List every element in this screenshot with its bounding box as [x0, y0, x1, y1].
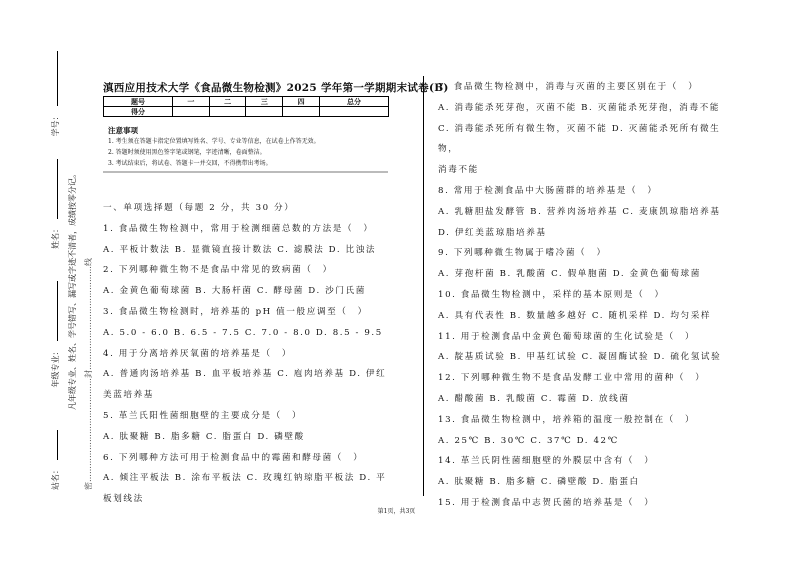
question-line: 12. 下列哪种微生物不是食品发酵工业中常用的菌种（ ）: [438, 373, 706, 384]
question-line: A. 肽聚糖 B. 脂多糖 C. 脂蛋白 D. 磷壁酸: [103, 431, 305, 442]
question-line: 1. 食品微生物检测中，常用于检测细菌总数的方法是（ ）: [103, 223, 374, 234]
question-line: 13. 食品微生物检测中，培养箱的温度一般控制在（ ）: [438, 414, 696, 425]
exam-title: 滇西应用技术大学《食品微生物检测》2025 学年第一学期期末试卷(B): [103, 82, 449, 94]
note-item: 1. 考生须在答题卡指定位置填写姓名、学号、专业等信息，在试卷上作答无效。: [108, 138, 320, 145]
separator: [103, 171, 388, 173]
question-line: A. 倾注平板法 B. 涂布平板法 C. 玫瑰红钠琼脂平板法 D. 平: [103, 473, 387, 484]
score-cell[interactable]: [172, 107, 209, 117]
question-line: A. 普通肉汤培养基 B. 血平板培养基 C. 庖肉培养基 D. 伊红: [103, 369, 387, 380]
question-line: C. 消毒能杀死所有微生物，灭菌不能 D. 灭菌能杀死所有微生物，: [438, 123, 721, 155]
question-line: 3. 食品微生物检测时，培养基的 pH 值一般应调至（ ）: [103, 306, 368, 317]
question-line: A. 金黄色葡萄球菌 B. 大肠杆菌 C. 酵母菌 D. 沙门氏菌: [103, 286, 366, 297]
score-header: 四: [283, 97, 320, 107]
score-header: 题号: [104, 97, 173, 107]
question-line: A. 25℃ B. 30℃ C. 37℃ D. 42℃: [438, 435, 619, 446]
notes-heading: 注意事项: [108, 126, 138, 135]
name-field[interactable]: 姓名：: [50, 153, 61, 249]
seal-line: 密…………………………………封…………………………………线: [84, 258, 93, 490]
question-line: 14. 革兰氏阴性菌细胞壁的外膜层中含有（ ）: [438, 456, 655, 467]
question-line: A. 靛基质试验 B. 甲基红试验 C. 凝固酶试验 D. 硫化氢试验: [438, 352, 722, 363]
question-line: A. 具有代表性 B. 数量越多越好 C. 随机采样 D. 均匀采样: [438, 310, 712, 321]
major-field[interactable]: 年级专业：: [50, 275, 61, 387]
question-line: 板划线法: [103, 494, 144, 505]
question-line: 11. 用于检测食品中金黄色葡萄球菌的生化试验是（ ）: [438, 331, 696, 342]
score-cell[interactable]: [209, 107, 246, 117]
binding-warning: 凡年级专业、姓名、学号错写、漏写或字迹不清者，成绩按零分记。: [68, 170, 77, 410]
score-header: 二: [209, 97, 246, 107]
question-line: 7. 食品微生物检测中，消毒与灭菌的主要区别在于（ ）: [438, 82, 699, 92]
question-line: 一、单项选择题（每题 2 分，共 30 分）: [103, 203, 295, 213]
question-line: D. 伊红美蓝琼脂培养基: [438, 227, 547, 238]
question-line: A. 消毒能杀死芽孢，灭菌不能 B. 灭菌能杀死芽孢，消毒不能: [438, 102, 721, 113]
question-line: A. 平板计数法 B. 显微镜直接计数法 C. 滤膜法 D. 比浊法: [103, 244, 377, 255]
score-cell[interactable]: [246, 107, 283, 117]
score-table: [103, 96, 389, 117]
binding-margin: [40, 90, 100, 500]
score-header: 三: [246, 97, 283, 107]
question-line: A. 乳糖胆盐发酵管 B. 营养肉汤培养基 C. 麦康凯琼脂培养基: [438, 206, 721, 217]
station-field[interactable]: 站名：: [50, 424, 61, 490]
score-cell[interactable]: [283, 107, 320, 117]
question-line: A. 肽聚糖 B. 脂多糖 C. 磷壁酸 D. 脂蛋白: [438, 477, 640, 488]
student-id-field[interactable]: 学号：: [50, 45, 61, 136]
score-row-label: 得分: [104, 107, 173, 117]
question-line: 5. 革兰氏阳性菌细胞壁的主要成分是（ ）: [103, 410, 303, 421]
question-line: A. 芽孢杆菌 B. 乳酸菌 C. 假单胞菌 D. 金黄色葡萄球菌: [438, 269, 701, 280]
note-item: 3. 考试结束后，将试卷、答题卡一并交回，不得携带出考场。: [108, 160, 272, 167]
question-line: A. 5.0 - 6.0 B. 6.5 - 7.5 C. 7.0 - 8.0 D. 8.5 - 9.5: [103, 327, 383, 338]
question-line: 8. 常用于检测食品中大肠菌群的培养基是（ ）: [438, 185, 658, 196]
question-line: 6. 下列哪种方法可用于检测食品中的霉菌和酵母菌（ ）: [103, 452, 364, 463]
question-line: 消毒不能: [438, 165, 479, 176]
question-line: 15. 用于检测食品中志贺氏菌的培养基是（ ）: [438, 497, 655, 508]
page-footer: 第1页，共3页: [377, 508, 416, 515]
right-column-questions: [438, 77, 728, 514]
question-line: A. 醋酸菌 B. 乳酸菌 C. 霉菌 D. 放线菌: [438, 393, 630, 404]
exam-notes: [108, 125, 320, 169]
question-line: 4. 用于分离培养厌氧菌的培养基是（ ）: [103, 348, 293, 359]
binding-fields: [50, 41, 61, 490]
question-line: 2. 下列哪种微生物不是食品中常见的致病菌（ ）: [103, 265, 333, 276]
question-line: 9. 下列哪种微生物属于嗜冷菌（ ）: [438, 248, 607, 259]
score-cell[interactable]: [320, 107, 389, 117]
question-line: 美蓝培养基: [103, 390, 154, 401]
score-header: 一: [172, 97, 209, 107]
question-line: 10. 食品微生物检测中，采样的基本原则是（ ）: [438, 289, 665, 300]
note-item: 2. 答题时须使用黑色签字笔或钢笔，字迹清晰，卷面整洁。: [108, 149, 266, 156]
score-header: 总分: [320, 97, 389, 107]
column-divider: [423, 76, 424, 496]
left-column-questions: [103, 198, 413, 510]
